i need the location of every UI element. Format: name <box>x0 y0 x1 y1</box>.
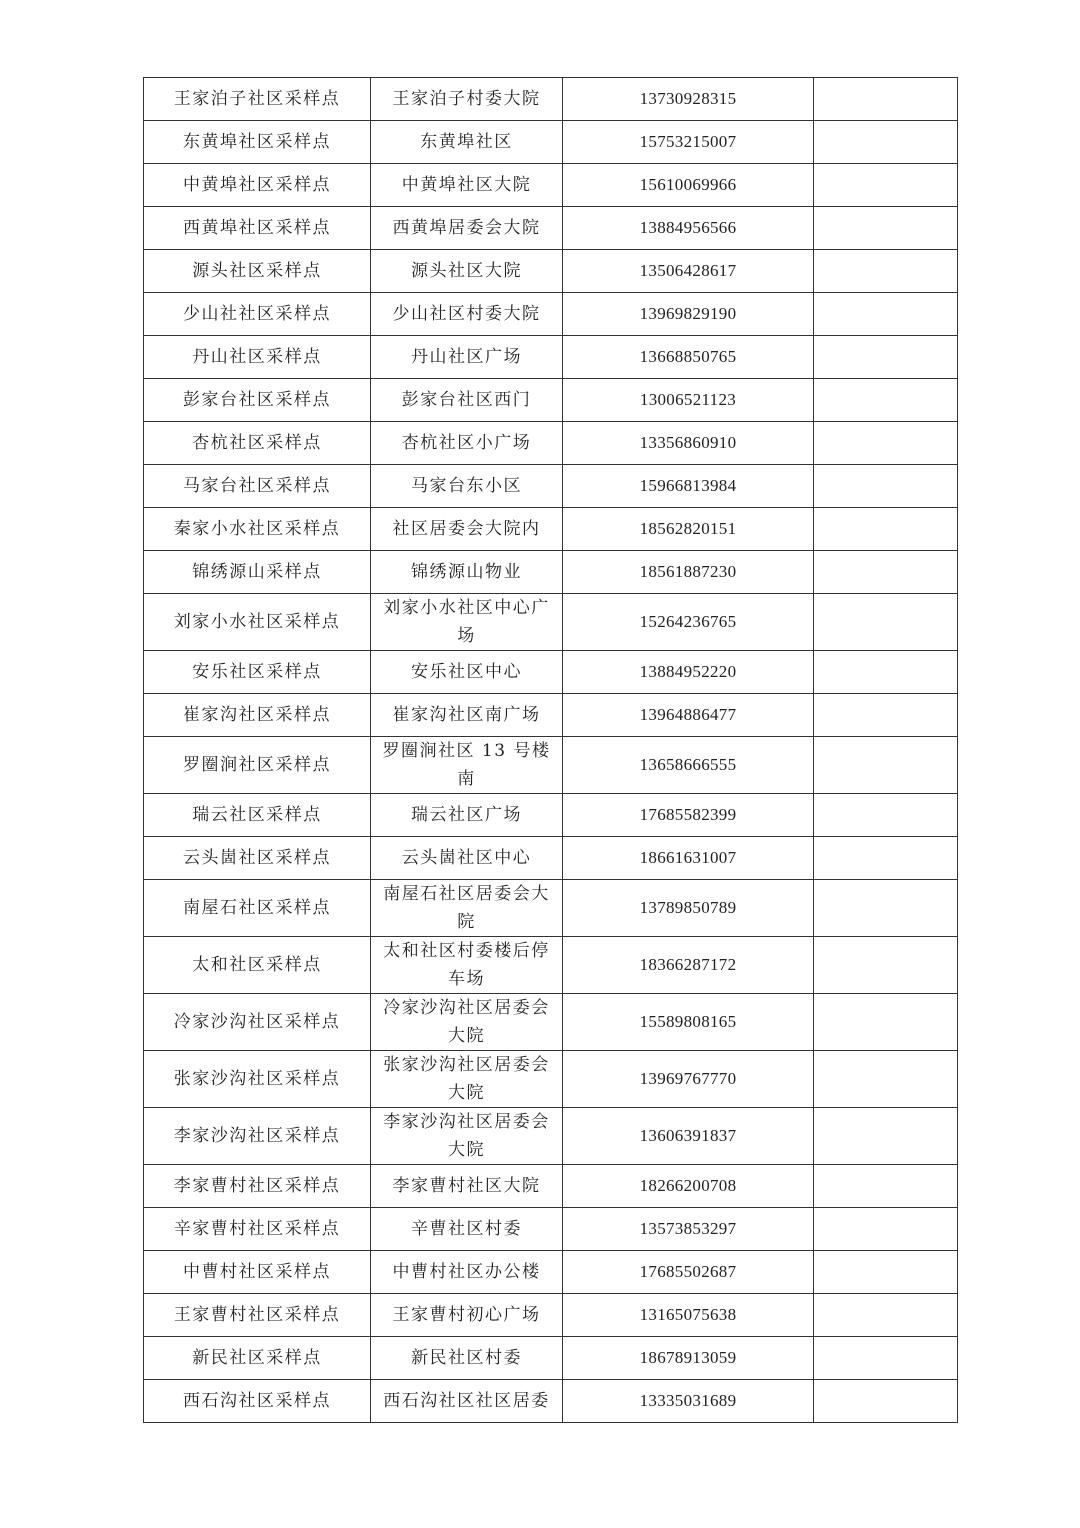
contact-phone-cell: 18562820151 <box>563 508 814 551</box>
sampling-location-cell: 王家曹村初心广场 <box>371 1294 563 1337</box>
sampling-point-name-cell: 新民社区采样点 <box>144 1337 371 1380</box>
contact-phone-cell: 13573853297 <box>563 1208 814 1251</box>
sampling-point-name-cell: 王家泊子社区采样点 <box>144 78 371 121</box>
table-row <box>144 293 958 336</box>
sampling-location-cell: 源头社区大院 <box>371 250 563 293</box>
sampling-point-name-cell: 云头崮社区采样点 <box>144 837 371 880</box>
remarks-cell <box>814 994 958 1051</box>
remarks-cell <box>814 880 958 937</box>
table-body <box>144 78 958 1423</box>
remarks-cell <box>814 293 958 336</box>
table-row <box>144 379 958 422</box>
remarks-cell <box>814 207 958 250</box>
table-row <box>144 551 958 594</box>
table-row <box>144 994 958 1051</box>
sampling-point-name-cell: 李家曹村社区采样点 <box>144 1165 371 1208</box>
table-row <box>144 794 958 837</box>
table-row <box>144 422 958 465</box>
sampling-location-cell: 冷家沙沟社区居委会大院 <box>371 994 563 1051</box>
contact-phone-cell: 18366287172 <box>563 937 814 994</box>
sampling-location-cell: 云头崮社区中心 <box>371 837 563 880</box>
remarks-cell <box>814 379 958 422</box>
contact-phone-cell: 13335031689 <box>563 1380 814 1423</box>
table-row <box>144 1337 958 1380</box>
remarks-cell <box>814 594 958 651</box>
contact-phone-cell: 18266200708 <box>563 1165 814 1208</box>
sampling-location-cell: 锦绣源山物业 <box>371 551 563 594</box>
remarks-cell <box>814 508 958 551</box>
contact-phone-cell: 18661631007 <box>563 837 814 880</box>
sampling-location-cell: 丹山社区广场 <box>371 336 563 379</box>
remarks-cell <box>814 1108 958 1165</box>
sampling-points-table <box>143 77 958 1423</box>
table-row <box>144 250 958 293</box>
remarks-cell <box>814 1051 958 1108</box>
remarks-cell <box>814 465 958 508</box>
contact-phone-cell: 13658666555 <box>563 737 814 794</box>
contact-phone-cell: 13356860910 <box>563 422 814 465</box>
contact-phone-cell: 17685502687 <box>563 1251 814 1294</box>
remarks-cell <box>814 422 958 465</box>
table-row <box>144 737 958 794</box>
sampling-location-cell: 彭家台社区西门 <box>371 379 563 422</box>
sampling-point-name-cell: 王家曹村社区采样点 <box>144 1294 371 1337</box>
sampling-location-cell: 少山社区村委大院 <box>371 293 563 336</box>
sampling-location-cell: 西石沟社区社区居委 <box>371 1380 563 1423</box>
remarks-cell <box>814 78 958 121</box>
contact-phone-cell: 13506428617 <box>563 250 814 293</box>
sampling-point-name-cell: 李家沙沟社区采样点 <box>144 1108 371 1165</box>
sampling-point-name-cell: 南屋石社区采样点 <box>144 880 371 937</box>
table-row <box>144 1108 958 1165</box>
sampling-point-name-cell: 丹山社区采样点 <box>144 336 371 379</box>
sampling-point-name-cell: 西黄埠社区采样点 <box>144 207 371 250</box>
sampling-location-cell: 瑞云社区广场 <box>371 794 563 837</box>
table-row <box>144 1165 958 1208</box>
sampling-point-name-cell: 安乐社区采样点 <box>144 651 371 694</box>
contact-phone-cell: 13668850765 <box>563 336 814 379</box>
remarks-cell <box>814 551 958 594</box>
table-row <box>144 465 958 508</box>
sampling-location-cell: 安乐社区中心 <box>371 651 563 694</box>
contact-phone-cell: 13006521123 <box>563 379 814 422</box>
contact-phone-cell: 13969829190 <box>563 293 814 336</box>
contact-phone-cell: 13606391837 <box>563 1108 814 1165</box>
remarks-cell <box>814 250 958 293</box>
sampling-point-name-cell: 刘家小水社区采样点 <box>144 594 371 651</box>
sampling-point-name-cell: 少山社社区采样点 <box>144 293 371 336</box>
contact-phone-cell: 13165075638 <box>563 1294 814 1337</box>
table-row <box>144 336 958 379</box>
sampling-location-cell: 中黄埠社区大院 <box>371 164 563 207</box>
sampling-point-name-cell: 马家台社区采样点 <box>144 465 371 508</box>
sampling-point-name-cell: 西石沟社区采样点 <box>144 1380 371 1423</box>
table-row <box>144 1294 958 1337</box>
sampling-location-cell: 新民社区村委 <box>371 1337 563 1380</box>
contact-phone-cell: 13884956566 <box>563 207 814 250</box>
sampling-location-cell: 张家沙沟社区居委会大院 <box>371 1051 563 1108</box>
remarks-cell <box>814 1165 958 1208</box>
contact-phone-cell: 18561887230 <box>563 551 814 594</box>
remarks-cell <box>814 1208 958 1251</box>
contact-phone-cell: 18678913059 <box>563 1337 814 1380</box>
sampling-point-name-cell: 太和社区采样点 <box>144 937 371 994</box>
contact-phone-cell: 13964886477 <box>563 694 814 737</box>
sampling-point-name-cell: 辛家曹村社区采样点 <box>144 1208 371 1251</box>
contact-phone-cell: 17685582399 <box>563 794 814 837</box>
remarks-cell <box>814 1251 958 1294</box>
table-row <box>144 78 958 121</box>
sampling-point-name-cell: 张家沙沟社区采样点 <box>144 1051 371 1108</box>
table-row <box>144 937 958 994</box>
remarks-cell <box>814 1380 958 1423</box>
sampling-point-name-cell: 罗圈涧社区采样点 <box>144 737 371 794</box>
sampling-location-cell: 太和社区村委楼后停车场 <box>371 937 563 994</box>
contact-phone-cell: 13969767770 <box>563 1051 814 1108</box>
sampling-point-name-cell: 彭家台社区采样点 <box>144 379 371 422</box>
table-row <box>144 121 958 164</box>
sampling-location-cell: 崔家沟社区南广场 <box>371 694 563 737</box>
sampling-location-cell: 西黄埠居委会大院 <box>371 207 563 250</box>
table-row <box>144 1051 958 1108</box>
table-row <box>144 594 958 651</box>
remarks-cell <box>814 1294 958 1337</box>
contact-phone-cell: 15589808165 <box>563 994 814 1051</box>
table-row <box>144 207 958 250</box>
contact-phone-cell: 15753215007 <box>563 121 814 164</box>
sampling-location-cell: 李家沙沟社区居委会大院 <box>371 1108 563 1165</box>
contact-phone-cell: 15610069966 <box>563 164 814 207</box>
remarks-cell <box>814 694 958 737</box>
sampling-location-cell: 刘家小水社区中心广场 <box>371 594 563 651</box>
remarks-cell <box>814 737 958 794</box>
contact-phone-cell: 15966813984 <box>563 465 814 508</box>
sampling-point-name-cell: 东黄埠社区采样点 <box>144 121 371 164</box>
remarks-cell <box>814 651 958 694</box>
sampling-point-name-cell: 瑞云社区采样点 <box>144 794 371 837</box>
sampling-location-cell: 东黄埠社区 <box>371 121 563 164</box>
remarks-cell <box>814 837 958 880</box>
table-row <box>144 694 958 737</box>
remarks-cell <box>814 794 958 837</box>
remarks-cell <box>814 937 958 994</box>
table-row <box>144 1380 958 1423</box>
sampling-location-cell: 王家泊子村委大院 <box>371 78 563 121</box>
sampling-location-cell: 社区居委会大院内 <box>371 508 563 551</box>
sampling-point-name-cell: 中曹村社区采样点 <box>144 1251 371 1294</box>
table-row <box>144 651 958 694</box>
contact-phone-cell: 13884952220 <box>563 651 814 694</box>
table-row <box>144 164 958 207</box>
sampling-point-name-cell: 杏杭社区采样点 <box>144 422 371 465</box>
sampling-point-name-cell: 崔家沟社区采样点 <box>144 694 371 737</box>
table-row <box>144 880 958 937</box>
table-row <box>144 1208 958 1251</box>
sampling-location-cell: 李家曹村社区大院 <box>371 1165 563 1208</box>
sampling-location-cell: 罗圈涧社区 13 号楼南 <box>371 737 563 794</box>
sampling-location-cell: 杏杭社区小广场 <box>371 422 563 465</box>
contact-phone-cell: 13789850789 <box>563 880 814 937</box>
contact-phone-cell: 13730928315 <box>563 78 814 121</box>
sampling-location-cell: 南屋石社区居委会大院 <box>371 880 563 937</box>
sampling-location-cell: 马家台东小区 <box>371 465 563 508</box>
table-row <box>144 837 958 880</box>
remarks-cell <box>814 164 958 207</box>
contact-phone-cell: 15264236765 <box>563 594 814 651</box>
sampling-point-name-cell: 源头社区采样点 <box>144 250 371 293</box>
sampling-location-cell: 中曹村社区办公楼 <box>371 1251 563 1294</box>
table-row <box>144 1251 958 1294</box>
remarks-cell <box>814 1337 958 1380</box>
remarks-cell <box>814 336 958 379</box>
sampling-point-name-cell: 锦绣源山采样点 <box>144 551 371 594</box>
remarks-cell <box>814 121 958 164</box>
sampling-point-name-cell: 中黄埠社区采样点 <box>144 164 371 207</box>
sampling-location-cell: 辛曹社区村委 <box>371 1208 563 1251</box>
table-row <box>144 508 958 551</box>
sampling-point-name-cell: 秦家小水社区采样点 <box>144 508 371 551</box>
sampling-point-name-cell: 冷家沙沟社区采样点 <box>144 994 371 1051</box>
